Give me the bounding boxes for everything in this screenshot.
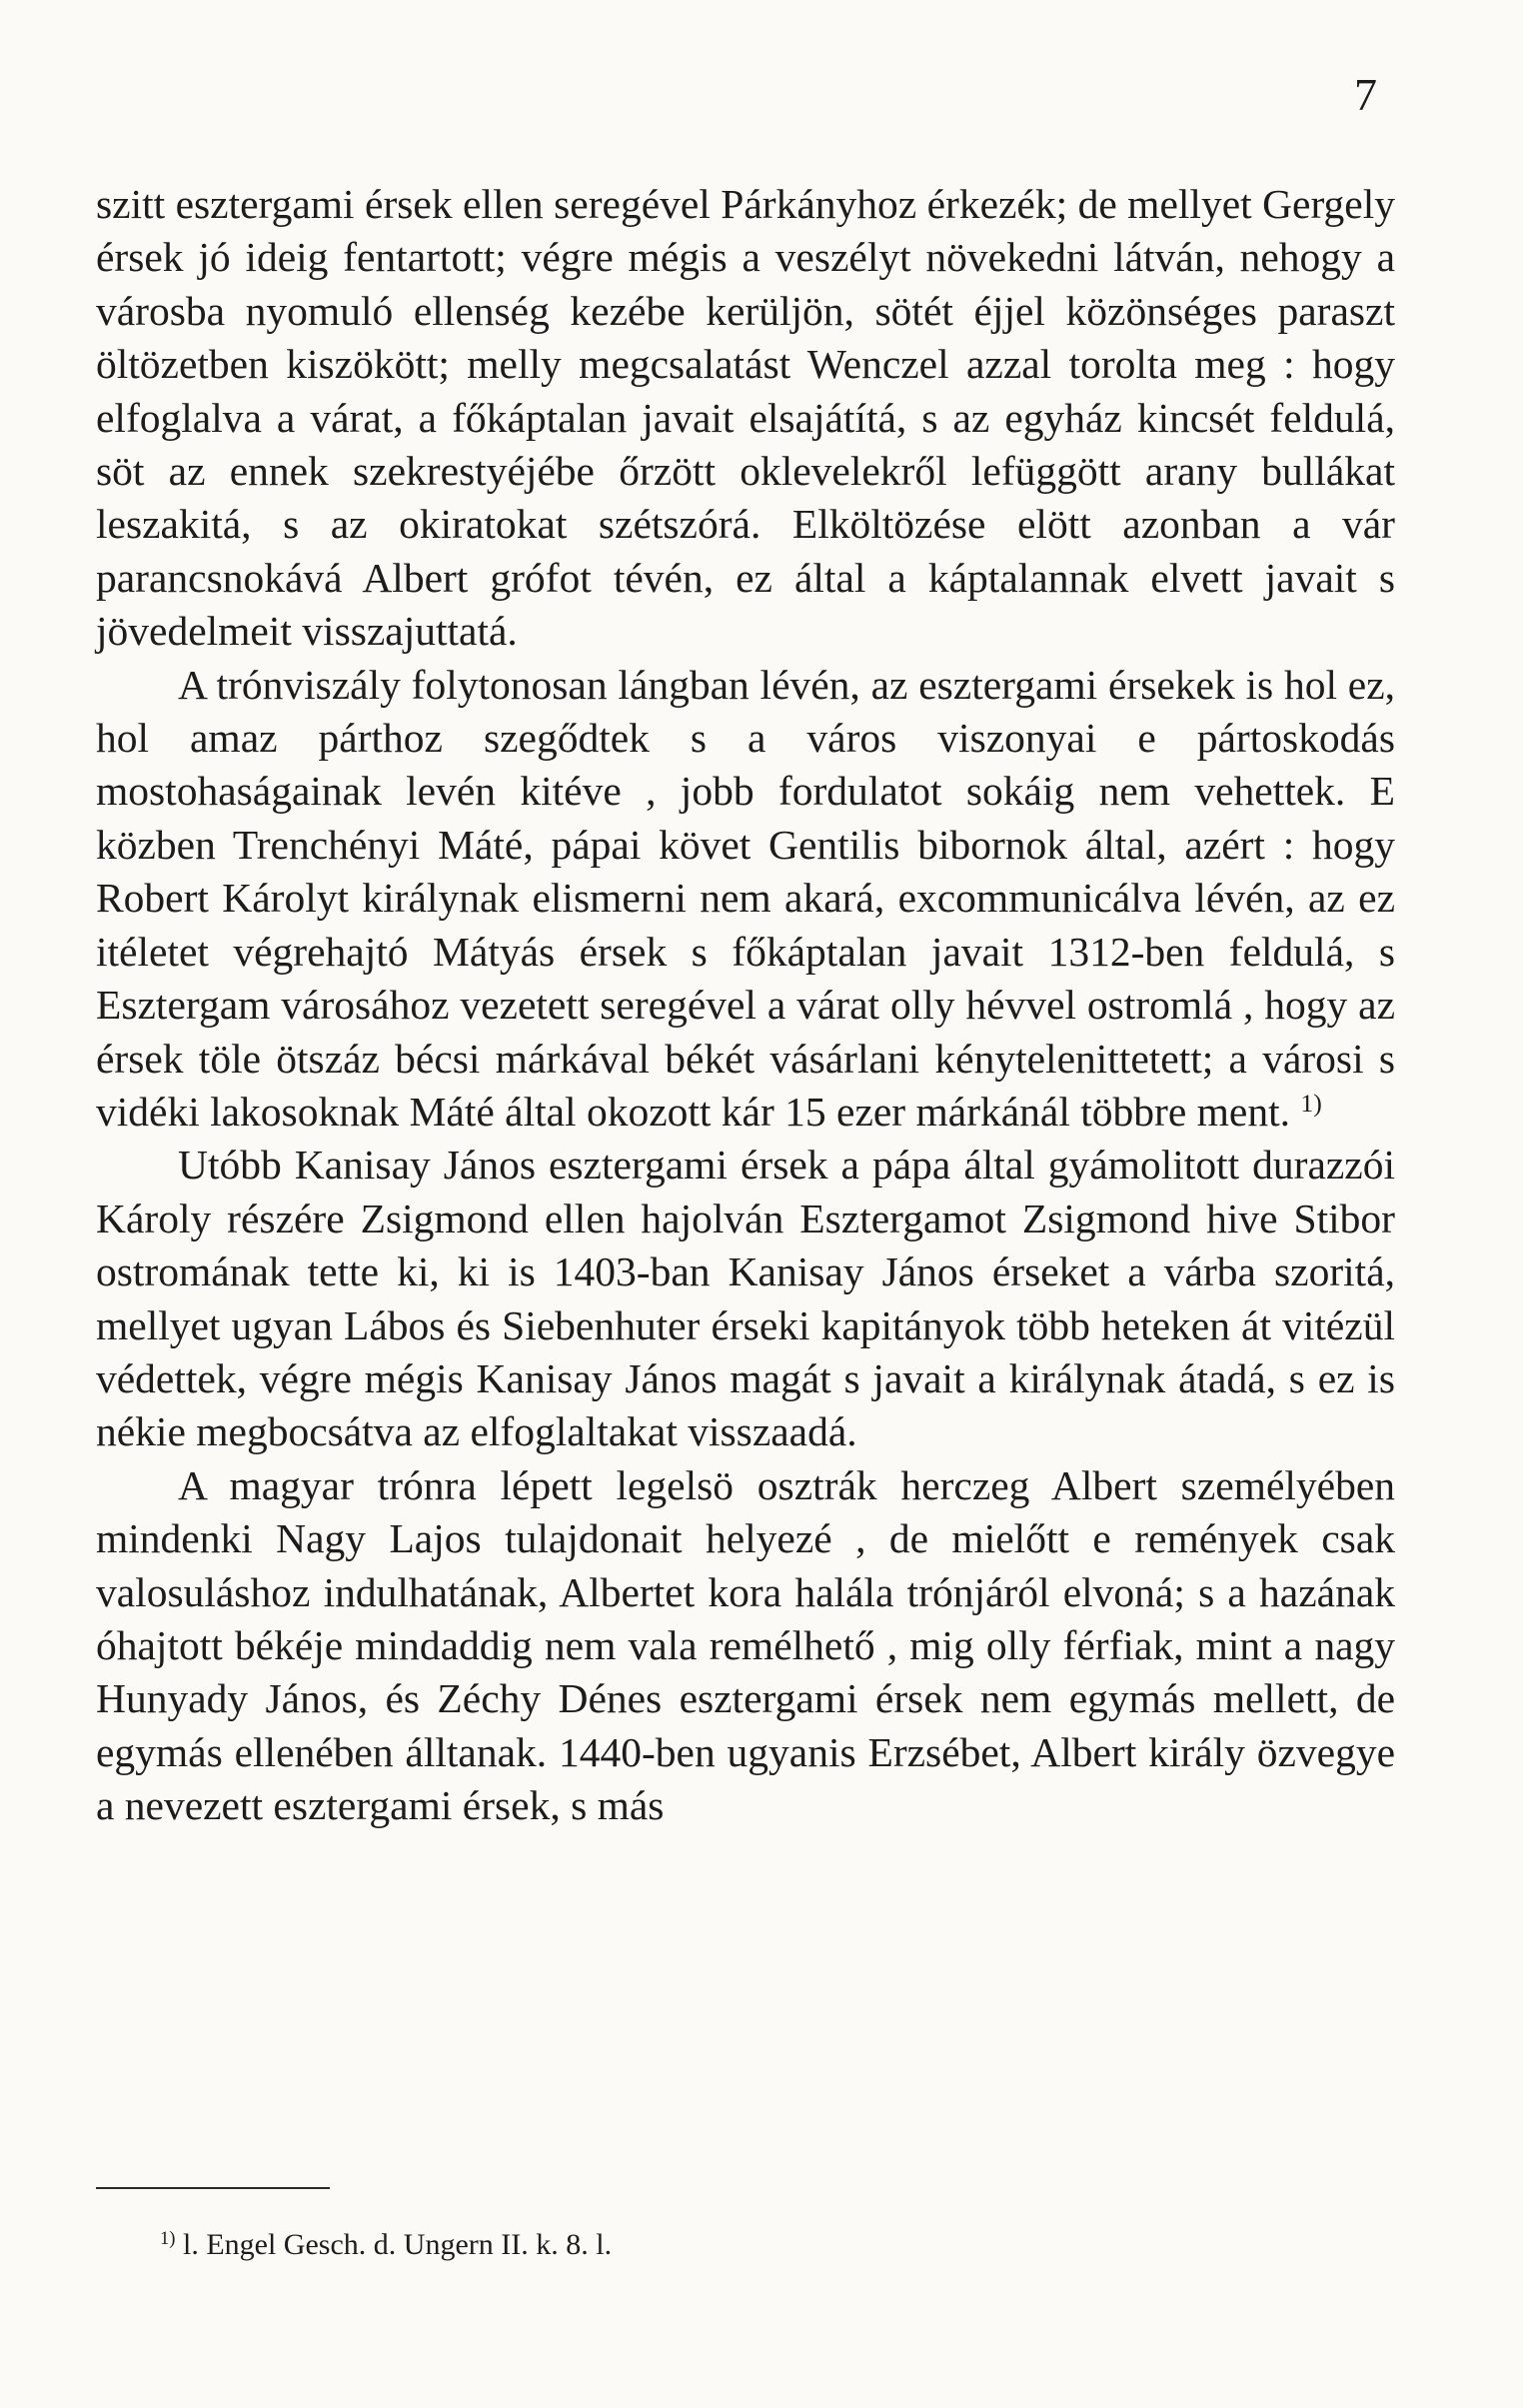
footnote-reference: 1) [1300,1088,1322,1118]
footnote [160,2227,612,2263]
paragraph-2 [96,659,1395,1140]
footnote-divider [96,2187,330,2189]
paragraph-4: A magyar trónra lépett legelsö osztrák herczeg Albert személyében mindenki Nagy Lajos tulajdonait helyezé , de mielőtt e remények csak valosuláshoz indulhatának, Albertet kora halála trónjáról elvoná; s a hazának óhajtott békéje mindaddig nem vala remélhető , mig olly férfiak, mint a nagy Hunyady János, és Zéchy Dénes esztergami érsek nem egymás mellett, de egymás ellenében álltanak. 1440-ben ugyanis Erzsébet, Albert király özvegye a nevezett esztergami érsek, s más [96,1461,1395,1829]
footnote-text: l. Engel Gesch. d. Ungern II. k. 8. l. [183,2228,613,2261]
paragraph-2-text: A trónviszály folytonosan lángban lévén, az esztergami érsekek is hol ez, hol amaz párthoz szegődtek s a város viszonyai e pártoskodás mostohaságainak levén kitéve , jobb fordulatot sokáig nem vehettek. E közben Trenchényi Máté, pápai követ Gentilis bibornok által, azért : hogy Robert Károlyt királynak elismerni nem akará, excommunicálva lévén, az ez itéletet végrehajtó Mátyás érsek s főkáptalan javait 1312-ben feldulá, s Esztergam városához vezetett seregével a várat olly hévvel ostromlá , hogy az érsek töle ötszáz bécsi márkával békét vásárlani kénytelenittetett; a városi s vidéki lakosoknak Máté által okozott kár 15 ezer márkánál többre ment. [96,661,1395,1135]
body-text [96,178,1395,1833]
page-number: 7 [1354,69,1377,120]
paragraph-3: Utóbb Kanisay János esztergami érsek a pápa által gyámolitott durazzói Károly részére Zsigmond ellen hajolván Esztergamot Zsigmond hive Stibor ostromának tette ki, ki is 1403-ban Kanisay János érseket a várba szoritá, mellyet ugyan Lábos és Siebenhuter érseki kapitányok több heteken át vitézül védettek, végre mégis Kanisay János magát s javait a királynak átadá, s ez is nékie megbocsátva az elfoglaltakat visszaadá. [96,1142,1395,1455]
footnote-marker: 1) [160,2227,176,2249]
paragraph-1: szitt esztergami érsek ellen seregével Párkányhoz érkezék; de mellyet Gergely érsek jó ideig fentartott; végre mégis a veszélyt növekedni látván, nehogy a városba nyomuló ellenség kezébe kerüljön, sötét éjjel közönséges paraszt öltözetben kiszökött; melly megcsalatást Wenczel azzal torolta meg : hogy elfoglalva a várat, a főkáptalan javait elsajátítá, s az egyház kincsét feldulá, söt az ennek szekrestyéjébe őrzött oklevelekről lefüggött arany bullákat leszakitá, s az okiratokat szétszórá. Elköltözése elött azonban a vár parancsnokává Albert grófot tévén, ez által a káptalannak elvett javait s jövedelmeit visszajuttatá. [96,181,1395,655]
